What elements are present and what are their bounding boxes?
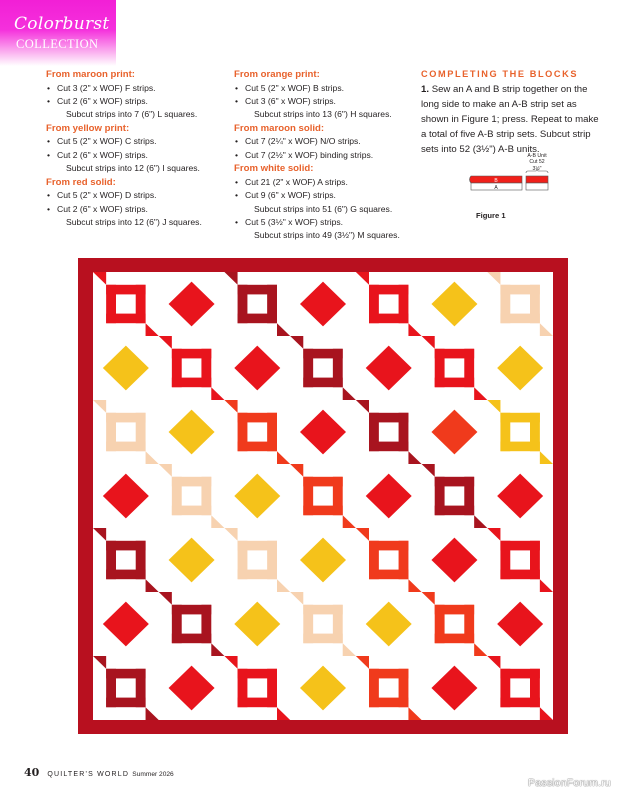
figure-unit-label: A-B Unit Cut 52 3½"	[527, 153, 547, 172]
subcut-instruction: Subcut strips into 49 (3½") M squares.	[254, 230, 400, 241]
fabric-heading: From maroon print:	[46, 69, 136, 80]
section-title: COMPLETING THE BLOCKS	[421, 69, 579, 79]
step-1-paragraph	[421, 82, 606, 157]
fabric-heading: From maroon solid:	[234, 122, 325, 134]
strip-b-label: B	[494, 177, 498, 184]
cutting-column-2	[234, 68, 414, 243]
fabric-heading: From red solid:	[46, 176, 116, 188]
collection-badge	[0, 0, 116, 66]
cut-instruction: • Cut 7 (2¼" x WOF) N/O strips.	[234, 135, 414, 148]
cut-instruction: • Cut 5 (2" x WOF) D strips.	[46, 189, 226, 202]
cut-instruction: • Cut 2 (6" x WOF) strips.	[46, 95, 226, 108]
strip-set-drawing	[468, 150, 578, 210]
cut-instruction: • Cut 7 (2½" x WOF) binding strips.	[234, 149, 414, 162]
step-text: Sew an A and B strip together on the long side to make an A-B strip set as shown in Figure 1; press. Repeat to make a total of five A-B strip sets. Subcut strip sets into 52 (3½") A-B units.	[421, 84, 599, 155]
cut-instruction: • Cut 5 (3½" x WOF) strips.	[234, 216, 414, 229]
issue-label: Summer 2026	[132, 771, 174, 778]
cut-instruction: • Cut 2 (6" x WOF) strips.	[46, 203, 226, 216]
fabric-heading: From white solid:	[234, 163, 314, 175]
badge-script-title: Colorburst	[14, 14, 110, 34]
cut-instruction: • Cut 5 (2" x WOF) B strips.	[234, 82, 414, 95]
subcut-instruction: Subcut strips into 13 (6") H squares.	[254, 109, 392, 120]
badge-collection-label: COLLECTION	[16, 37, 99, 51]
step-number: 1.	[421, 84, 430, 95]
subcut-instruction: Subcut strips into 12 (6") I squares.	[66, 163, 200, 174]
strip-a-label: A	[494, 184, 498, 191]
quilt-photo	[78, 258, 568, 734]
cut-instruction: • Cut 3 (6" x WOF) strips.	[234, 95, 414, 108]
page-footer	[24, 766, 174, 779]
figure-1-diagram	[468, 150, 578, 210]
subcut-instruction: Subcut strips into 12 (6") J squares.	[66, 217, 202, 228]
fabric-heading: From yellow print:	[46, 122, 130, 134]
page-number: 40	[24, 766, 40, 779]
cutting-column-1	[46, 68, 226, 229]
watermark: PassionForum.ru	[528, 777, 611, 789]
instructions-column	[421, 68, 606, 157]
cut-instruction: • Cut 9 (6" x WOF) strips.	[234, 189, 414, 202]
subcut-instruction: Subcut strips into 7 (6") L squares.	[66, 109, 198, 120]
cut-instruction: • Cut 2 (6" x WOF) strips.	[46, 149, 226, 162]
cut-instruction: • Cut 3 (2" x WOF) F strips.	[46, 82, 226, 95]
subcut-instruction: Subcut strips into 51 (6") G squares.	[254, 203, 393, 214]
cut-instruction: • Cut 21 (2" x WOF) A strips.	[234, 176, 414, 189]
cut-instruction: • Cut 5 (2" x WOF) C strips.	[46, 135, 226, 148]
figure-caption: Figure 1	[476, 211, 506, 220]
fabric-heading: From orange print:	[234, 69, 320, 80]
magazine-name: QUILTER'S WORLD	[47, 771, 130, 778]
